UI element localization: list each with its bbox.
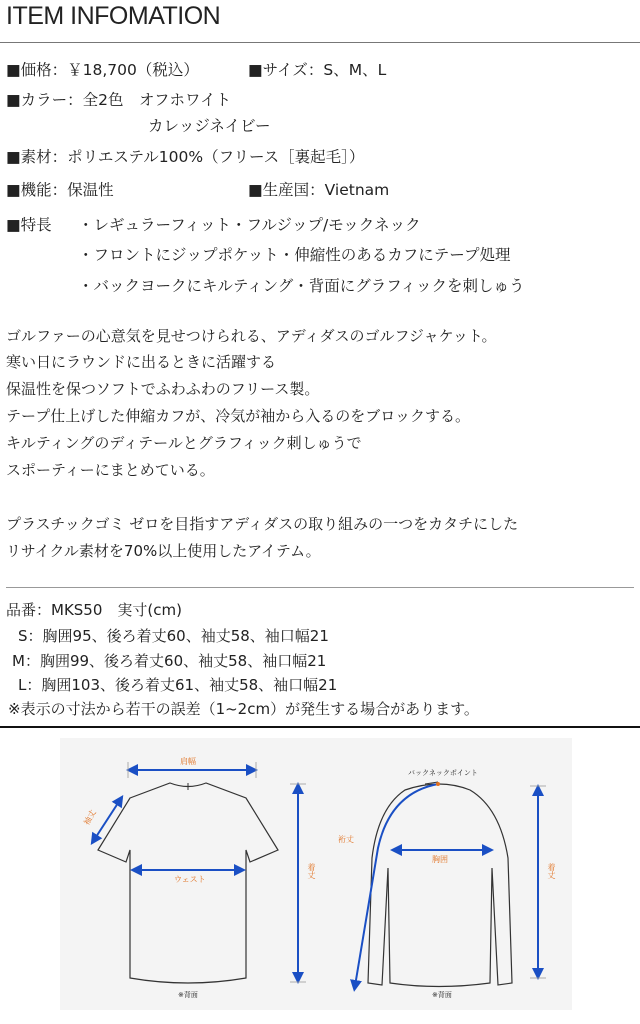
description-line: キルティングのディテールとグラフィック刺しゅうで [6, 434, 362, 452]
length2-label: 着丈 [547, 863, 556, 879]
size-row-m: M：胸囲99、後ろ着丈60、袖丈58、袖口幅21 [12, 652, 327, 670]
spec-feature-1: ・レギュラーフィット・フルジップ/モックネック [78, 216, 421, 234]
chest-label: 胸囲 [432, 855, 448, 864]
spec-origin: ■生産国：Vietnam [248, 181, 390, 199]
size-row-l: L：胸囲103、後ろ着丈61、袖丈58、袖口幅21 [18, 676, 338, 694]
size-note: ※表示の寸法から若干の誤差（1~2cm）が発生する場合があります。 [8, 700, 479, 718]
description-line: 寒い日にラウンドに出るときに活躍する [6, 353, 277, 371]
section-divider [6, 587, 634, 588]
back-view-label: ※背面 [178, 991, 198, 999]
page-title: ITEM INFOMATION [6, 2, 221, 30]
description-line: スポーティーにまとめている。 [6, 461, 215, 479]
yuki-label: 裄丈 [338, 835, 354, 844]
spec-features-label: ■特長 [6, 216, 52, 234]
spec-feature-3: ・バックヨークにキルティング・背面にグラフィックを刺しゅう [78, 277, 525, 295]
size-row-s: S：胸囲95、後ろ着丈60、袖丈58、袖口幅21 [18, 627, 329, 645]
back-view-label-2: ※背面 [432, 991, 452, 999]
jacket-outline [368, 784, 512, 987]
spec-material: ■素材：ポリエステル100%（フリース［裏起毛］） [6, 148, 365, 166]
waist-label: ウェスト [174, 875, 206, 884]
length-label: 着丈 [307, 863, 316, 879]
sleeve-label: 袖丈 [82, 808, 98, 827]
measurement-diagram [60, 738, 572, 1010]
description-line: リサイクル素材を70%以上使用したアイテム。 [6, 542, 321, 560]
spec-size: ■サイズ：S、M、L [248, 61, 387, 79]
description-line: プラスチックゴミ ゼロを目指すアディダスの取り組みの一つをカタチにした [6, 515, 519, 533]
description-line: 保温性を保つソフトでふわふわのフリース製。 [6, 380, 320, 398]
shoulder-width-label: 肩幅 [180, 757, 196, 766]
back-neck-point-label: バックネックポイント [408, 769, 478, 777]
size-header: 品番：MKS50 実寸(cm) [6, 601, 182, 619]
title-underline [0, 42, 640, 43]
spec-function: ■機能：保温性 [6, 181, 114, 199]
section-divider-bold [0, 726, 640, 728]
yuki-arrow [355, 784, 438, 986]
spec-price: ■価格：￥18,700（税込） [6, 61, 199, 79]
description-line: テープ仕上げした伸縮カフが、冷気が袖から入るのをブロックする。 [6, 407, 470, 425]
spec-color: ■カラー：全2色 オフホワイト [6, 91, 232, 109]
spec-color-2: カレッジネイビー [148, 117, 271, 135]
spec-feature-2: ・フロントにジップポケット・伸縮性のあるカフにテープ処理 [78, 246, 511, 264]
description-line: ゴルファーの心意気を見せつけられる、アディダスのゴルフジャケット。 [6, 327, 497, 345]
